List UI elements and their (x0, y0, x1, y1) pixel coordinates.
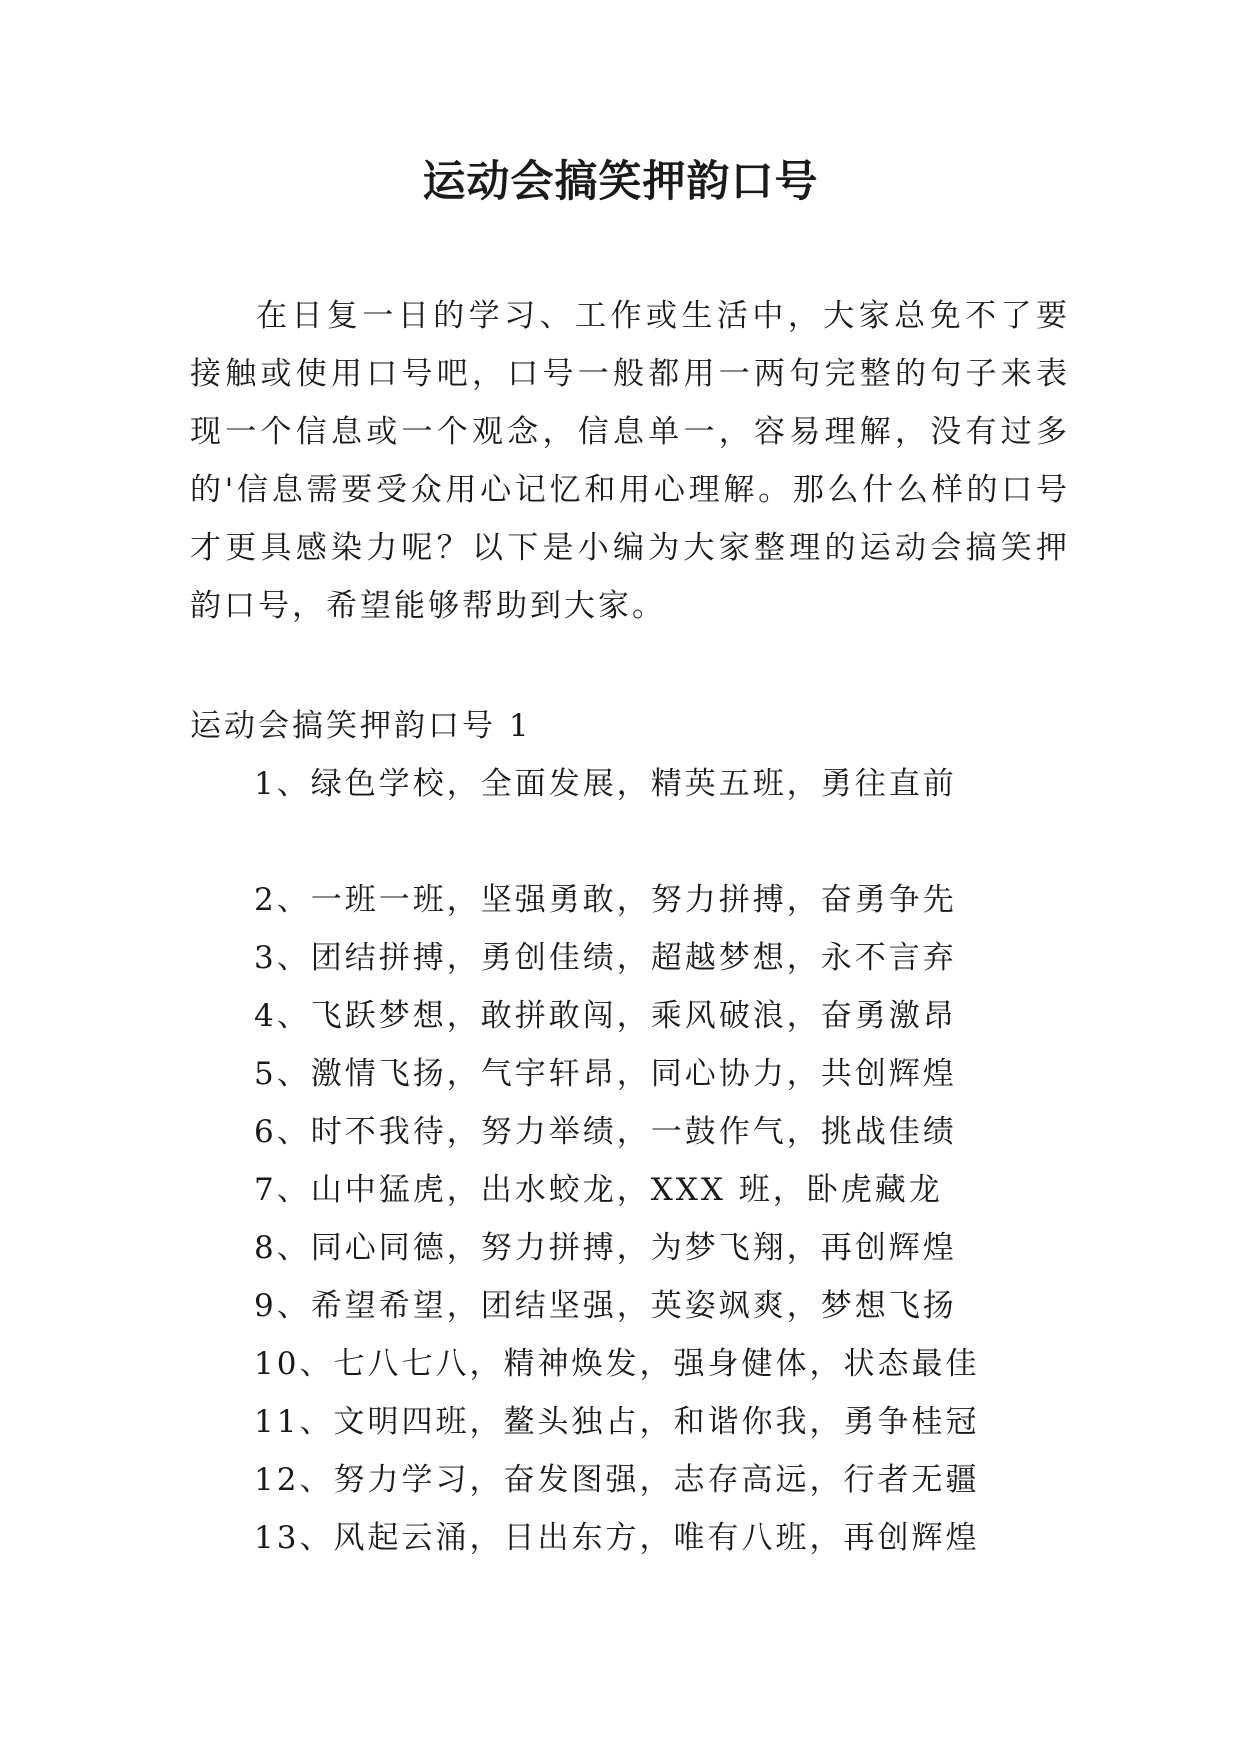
slogan-item: 4、飞跃梦想，敢拼敢闯，乘风破浪，奋勇激昂 (254, 998, 957, 1034)
slogan-item: 9、希望希望，团结坚强，英姿飒爽，梦想飞扬 (254, 1288, 957, 1324)
slogan-item: 3、团结拼搏，勇创佳绩，超越梦想，永不言弃 (254, 940, 957, 976)
section-heading: 运动会搞笑押韵口号 1 (190, 708, 532, 744)
slogan-item: 2、一班一班，坚强勇敢，努力拼搏，奋勇争先 (254, 882, 957, 918)
slogan-item: 10、七八七八，精神焕发，强身健体，状态最佳 (254, 1346, 980, 1382)
slogan-item: 8、同心同德，努力拼搏，为梦飞翔，再创辉煌 (254, 1230, 957, 1266)
slogan-item: 12、努力学习，奋发图强，志存高远，行者无疆 (254, 1462, 980, 1498)
slogan-item: 1、绿色学校，全面发展，精英五班，勇往直前 (254, 766, 957, 802)
slogan-list (254, 755, 979, 1567)
document-title: 运动会搞笑押韵口号 (422, 157, 819, 207)
intro-paragraph: 在日复一日的学习、工作或生活中，大家总免不了要接触或使用口号吧，口号一般都用一两句完整的句子来表现一个信息或一个观念，信息单一，容易理解，没有过多的'信息需要受众用心记忆和用心理解。那么什么样的口号才更具感染力呢？以下是小编为大家整理的运动会搞笑押韵口号，希望能够帮助到大家。 (190, 298, 1070, 624)
slogan-item: 5、激情飞扬，气宇轩昂，同心协力，共创辉煌 (254, 1056, 957, 1092)
slogan-item: 6、时不我待，努力举绩，一鼓作气，挑战佳绩 (254, 1114, 957, 1150)
slogan-item: 11、文明四班，鳌头独占，和谐你我，勇争桂冠 (254, 1404, 980, 1440)
slogan-item: 13、风起云涌，日出东方，唯有八班，再创辉煌 (254, 1520, 980, 1556)
slogan-item: 7、山中猛虎，出水蛟龙，XXX 班，卧虎藏龙 (254, 1172, 943, 1208)
